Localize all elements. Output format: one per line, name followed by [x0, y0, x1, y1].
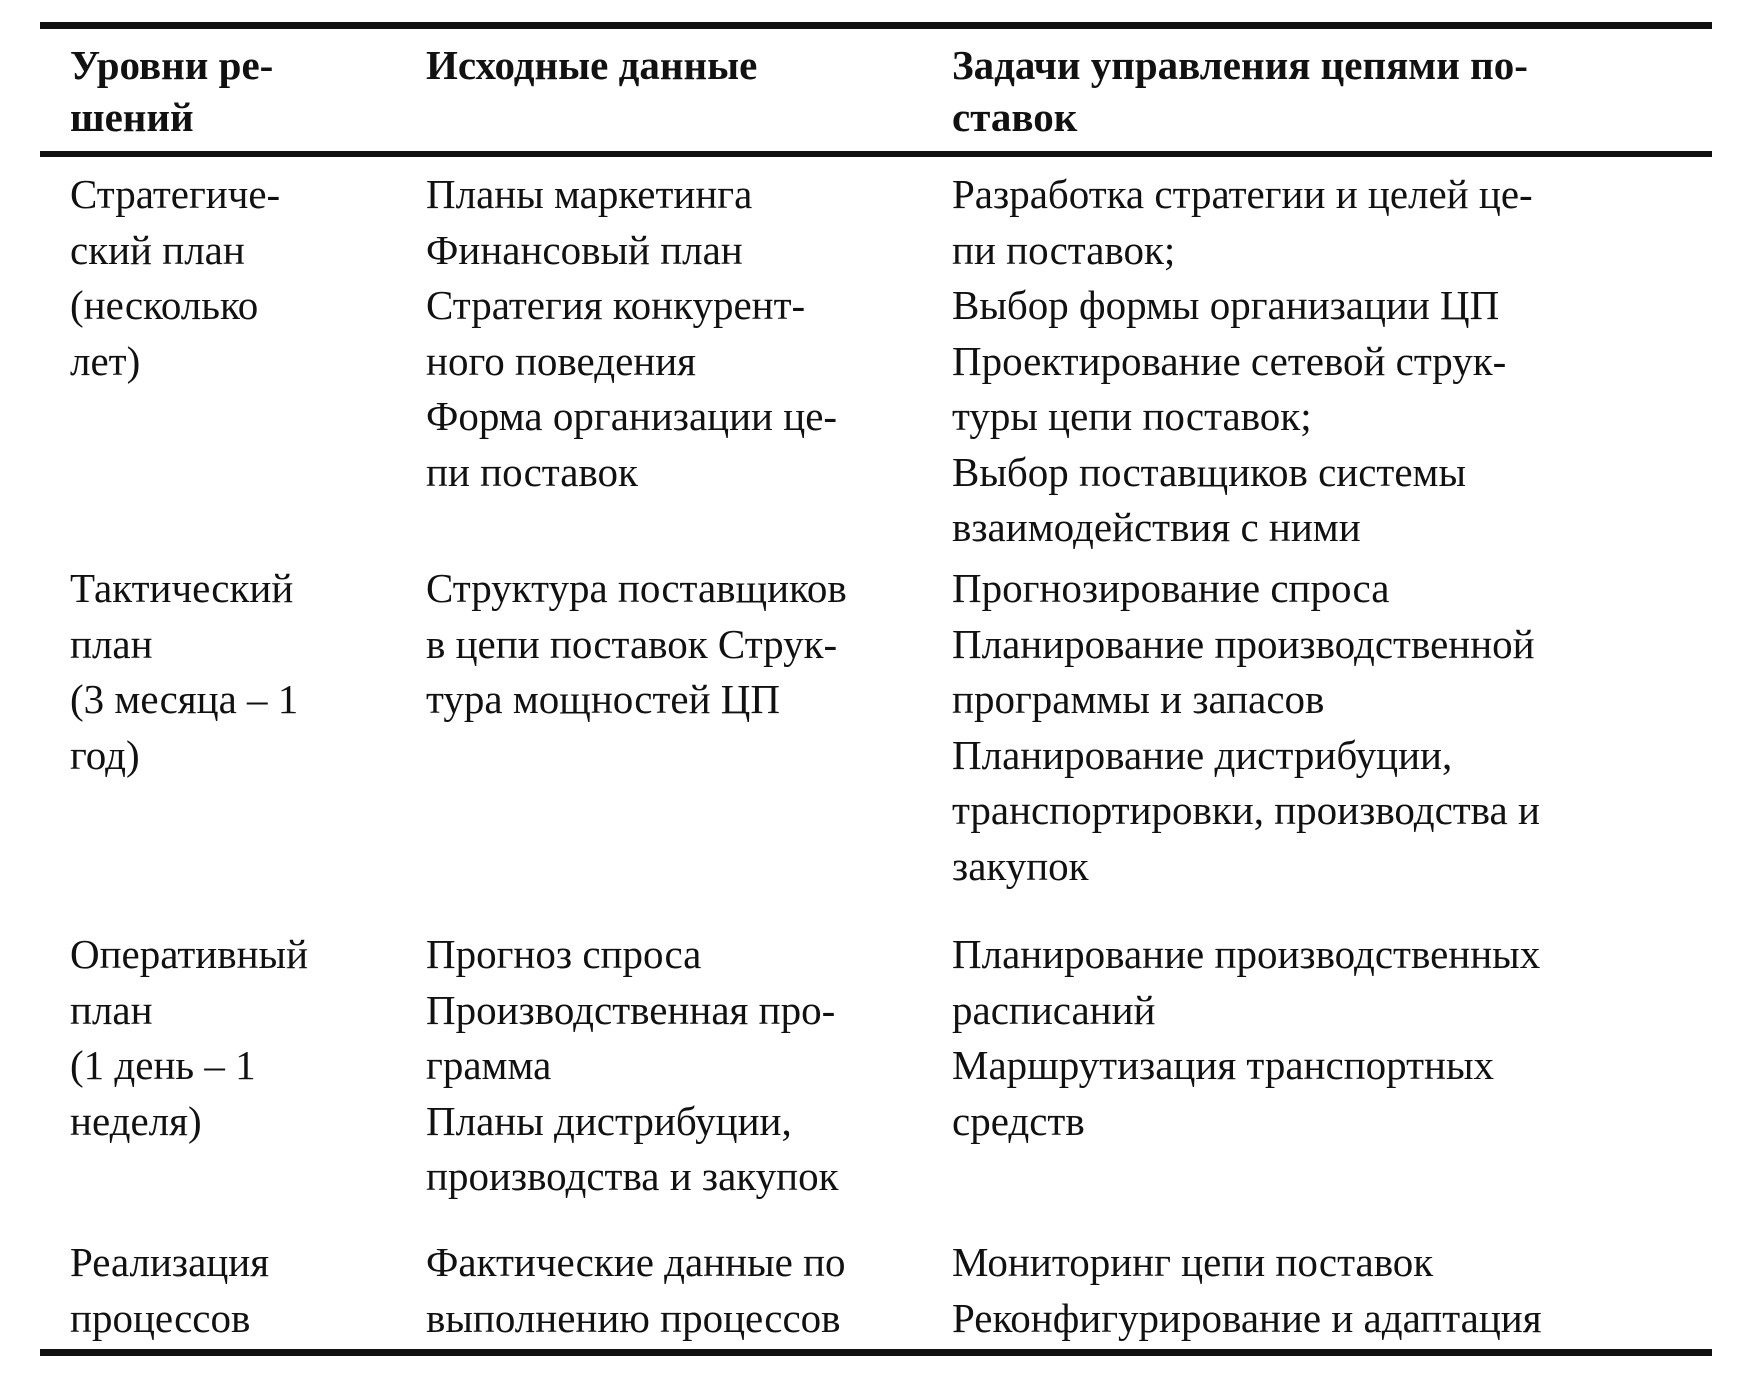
row-inputs-cell: Планы маркетинга Финансовый план Стратегия конкурент- ного поведения Форма организации це- пи поставок [426, 171, 838, 495]
table-bottom-rule [40, 1349, 1712, 1356]
row-tasks-cell: Планирование производственных расписаний Маршрутизация транспортных средств [952, 931, 1541, 1144]
header-levels: Уровни ре- шений [70, 42, 274, 140]
row-tasks-cell: Мониторинг цепи поставок Реконфигурирование и адаптация [952, 1239, 1542, 1341]
table-row [40, 927, 1712, 1235]
row-tasks-cell: Прогнозирование спроса Планирование производственной программы и запасов Планирование дистрибуции, транспортировки, производства и закупок [952, 565, 1540, 889]
row-inputs-cell: Прогноз спроса Производственная про- грамма Планы дистрибуции, производства и закупок [426, 931, 839, 1199]
row-level-cell: Реализация процессов [70, 1239, 270, 1341]
row-tasks-cell: Разработка стратегии и целей це- пи поставок; Выбор формы организации ЦП Проектирование сетевой струк- туры цепи поставок; Выбор поставщиков системы взаимодействия с ними [952, 171, 1533, 550]
supply-chain-table [40, 22, 1712, 1356]
header-inputs: Исходные данные [426, 42, 758, 88]
row-level-cell: Оперативный план (1 день – 1 неделя) [70, 931, 309, 1144]
table-row [40, 1235, 1712, 1345]
row-level-cell: Тактический план (3 месяца – 1 год) [70, 565, 299, 778]
table-header-row [40, 39, 1712, 143]
table-top-rule [40, 22, 1712, 29]
row-level-cell: Стратегиче- ский план (несколько лет) [70, 171, 281, 384]
table-row [40, 561, 1712, 927]
table-row [40, 157, 1712, 561]
header-tasks: Задачи управления цепями по- ставок [952, 42, 1528, 140]
row-inputs-cell: Фактические данные по выполнению процессов [426, 1239, 846, 1341]
row-inputs-cell: Структура поставщиков в цепи поставок Струк- тура мощностей ЦП [426, 565, 847, 722]
